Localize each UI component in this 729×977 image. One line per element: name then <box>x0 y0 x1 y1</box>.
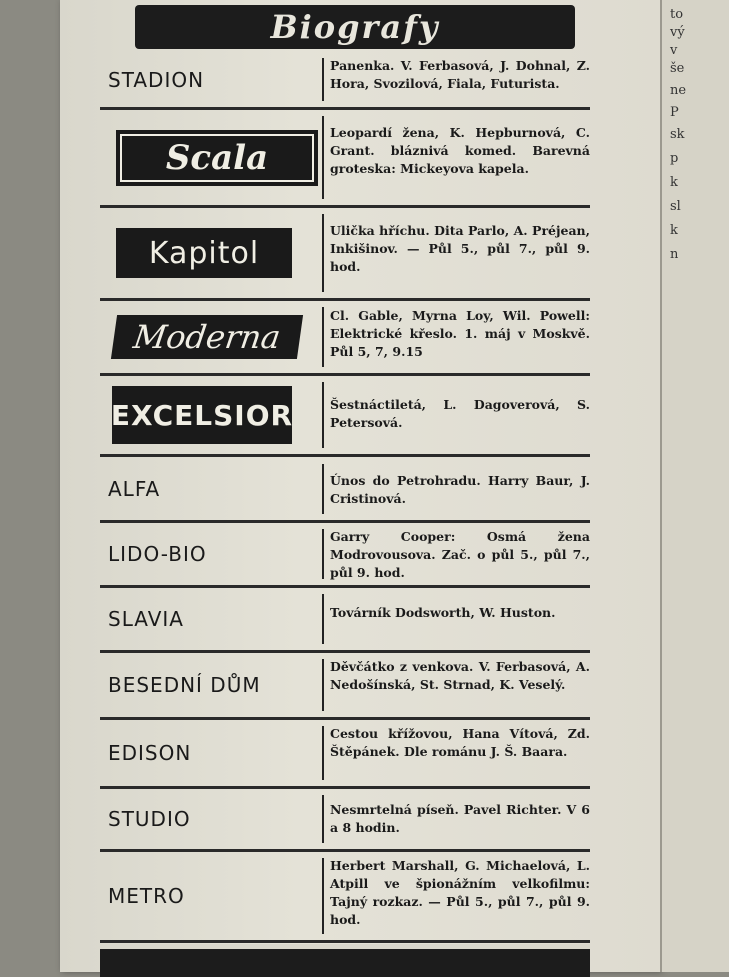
page-fragment: ne <box>670 83 687 98</box>
next-section-banner <box>100 944 590 977</box>
column-divider <box>322 307 324 367</box>
page-fragment: P <box>670 105 679 120</box>
cinema-program: Cestou křížovou, Hana Vítová, Zd. Štěpánek. Dle románu J. Š. Baara. <box>330 726 590 759</box>
page-fragment: k <box>670 175 678 190</box>
scala-logo: Scala <box>116 130 318 186</box>
column-divider <box>322 464 324 514</box>
kapitol-logo: Kapitol <box>116 228 292 278</box>
cinema-row-lido-bio <box>100 523 590 588</box>
cinema-name: SLAVIA <box>108 607 184 631</box>
cinema-program: Únos do Petrohradu. Harry Baur, J. Cristinová. <box>330 473 590 506</box>
cinema-program: Panenka. V. Ferbasová, J. Dohnal, Z. Hora, Svozilová, Fiala, Futurista. <box>330 58 590 91</box>
page-fragment: sl <box>670 199 681 214</box>
page-title: Biografy <box>270 8 440 46</box>
column-divider <box>322 529 324 579</box>
cinema-program: Nesmrtelná píseň. Pavel Richter. V 6 a 8 hodin. <box>330 802 590 835</box>
cinema-program: Garry Cooper: Osmá žena Modrovousova. Zač. o půl 5., půl 7., půl 9. hod. <box>330 529 590 580</box>
page-fragment: k <box>670 223 678 238</box>
cinema-program: Šestnáctiletá, L. Dagoverová, S. Petersová. <box>330 397 590 430</box>
cinema-row-metro <box>100 852 590 943</box>
cinema-row-studio <box>100 789 590 852</box>
cinema-row-slavia <box>100 588 590 653</box>
cinema-row-alfa <box>100 458 590 523</box>
excelsior-logo: EXCELSIOR <box>112 386 292 444</box>
cinema-program: Děvčátko z venkova. V. Ferbasová, A. Nedošínská, St. Strnad, K. Veselý. <box>330 659 590 692</box>
cinema-name: BESEDNÍ DŮM <box>108 673 261 697</box>
page-fragment: sk <box>670 127 685 142</box>
cinema-program: Herbert Marshall, G. Michaelová, L. Atpill ve špionážním velkofilmu: Tajný rozkaz. — Půl 5., půl 7., půl 9. hod. <box>330 858 590 927</box>
cinema-program: Továrník Dodsworth, W. Huston. <box>330 605 556 620</box>
cinema-row-moderna <box>100 301 590 376</box>
column-divider <box>322 214 324 292</box>
cinema-row-besedni-dum <box>100 653 590 720</box>
page-fragment: v <box>670 43 678 58</box>
page-fragment: p <box>670 151 679 166</box>
cinema-program: Ulička hříchu. Dita Parlo, A. Préjean, Inkišinov. — Půl 5., půl 7., půl 9. hod. <box>330 223 590 274</box>
cinema-name: EDISON <box>108 741 192 765</box>
cinema-row-excelsior <box>100 376 590 457</box>
moderna-logo: Moderna <box>111 315 303 359</box>
cinema-program: Leopardí žena, K. Hepburnová, C. Grant. bláznivá komed. Barevná groteska: Mickeyova kapela. <box>330 125 590 176</box>
column-divider <box>322 594 324 644</box>
column-divider <box>322 58 324 101</box>
header-banner <box>135 5 575 49</box>
cinema-row-scala <box>100 110 590 208</box>
page-fragment: to <box>670 7 684 22</box>
cinema-name: STUDIO <box>108 807 191 831</box>
cinema-name: ALFA <box>108 477 161 501</box>
cinema-name: STADION <box>108 67 205 92</box>
column-divider <box>322 795 324 843</box>
page-fragment: še <box>670 61 685 76</box>
column-divider <box>322 858 324 934</box>
cinema-program: Cl. Gable, Myrna Loy, Wil. Powell: Elektrické křeslo. 1. máj v Moskvě. Půl 5, 7, 9.15 <box>330 308 590 359</box>
cinema-name: LIDO-BIO <box>108 542 207 566</box>
newspaper-page <box>60 0 660 972</box>
page-fragment: vý <box>670 25 685 40</box>
cinema-row-stadion <box>100 52 590 110</box>
column-divider <box>322 382 324 448</box>
page-fragment: n <box>670 247 679 262</box>
column-divider <box>322 659 324 711</box>
cinema-row-kapitol <box>100 208 590 301</box>
column-divider <box>322 116 324 199</box>
adjacent-page <box>660 0 729 972</box>
cinema-row-edison <box>100 720 590 789</box>
cinema-name: METRO <box>108 884 185 908</box>
column-divider <box>322 726 324 780</box>
